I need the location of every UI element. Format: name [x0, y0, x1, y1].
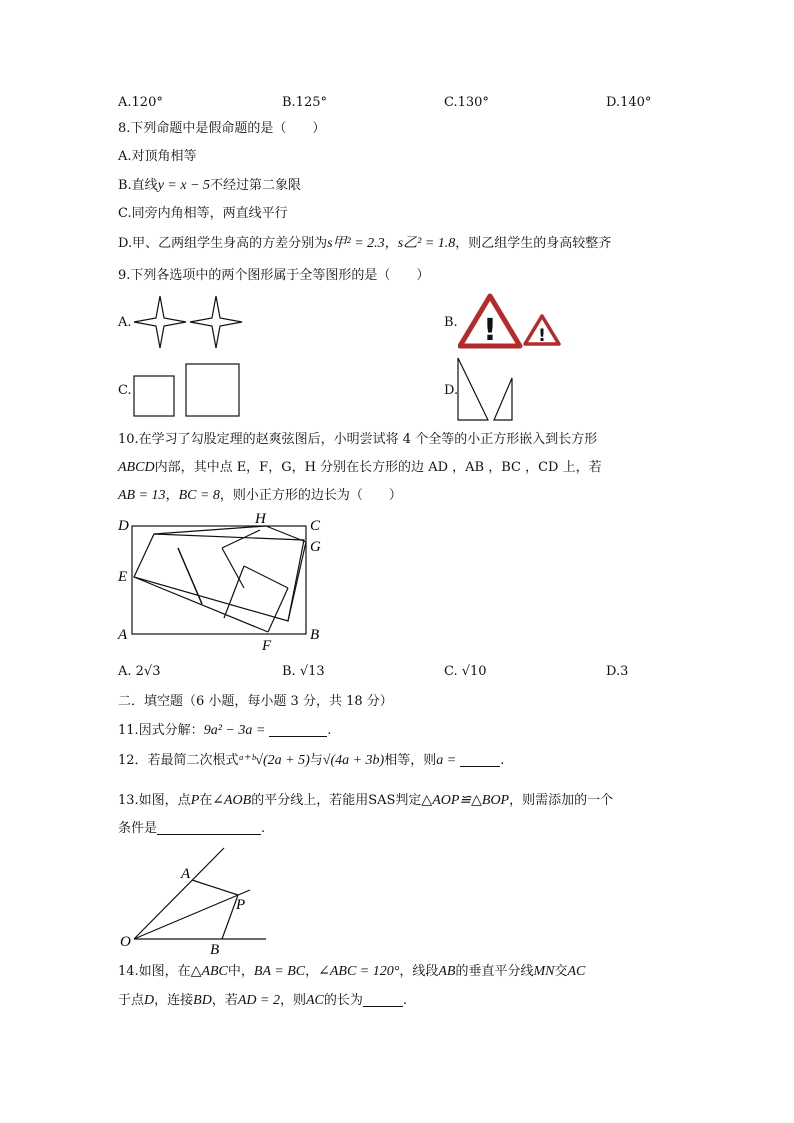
q9-label-d: D. — [444, 383, 459, 398]
q10-label-b: B — [310, 627, 320, 643]
q14-eq1: BA = BC — [253, 964, 306, 979]
q13-angle: ∠AOB — [212, 793, 252, 808]
q11-text: 11.因式分解： — [118, 723, 204, 738]
q13-end: . — [261, 821, 266, 836]
q10-line1: 10.在学习了勾股定理的赵爽弦图后，小明尝试将 4 个全等的小正方形嵌入到长方形 — [118, 432, 598, 447]
q10-label-g: G — [310, 539, 321, 555]
q12-radical1: ᵃ⁺ᵇ√(2a + 5) — [238, 753, 310, 768]
q10-line2 — [118, 459, 602, 477]
q12-text2: 相等，则 — [384, 753, 437, 768]
q9-label-c: C. — [118, 383, 132, 398]
q12-mid: 与 — [309, 753, 323, 768]
q8-option-b — [118, 177, 301, 195]
q14-line1 — [118, 963, 585, 981]
q9-stem: 9.下列各选项中的两个图形属于全等图形的是（ ） — [118, 268, 430, 283]
q7-option-b: B.125° — [282, 95, 327, 110]
q8-option-a: A.对顶角相等 — [118, 149, 197, 164]
q13-line2 — [118, 820, 265, 838]
q14-text: 14.如图，在 — [118, 964, 191, 979]
q7-option-d: D.140° — [606, 95, 652, 110]
q14-point-d: D — [144, 993, 155, 1008]
q13-label-o: O — [120, 934, 131, 950]
q10-ab: AB = 13 — [118, 488, 166, 503]
q14-text9: ，则 — [279, 993, 306, 1008]
section2-heading: 二．填空题（6 小题，每小题 3 分，共 18 分） — [118, 694, 393, 709]
q13-point-p: P — [190, 793, 200, 808]
q10-option-a: A. 2√3 — [118, 664, 161, 679]
q8-d-sep: ， — [384, 236, 398, 251]
q9-figure-a-stars — [130, 294, 250, 354]
q14-triangle: △ABC — [190, 964, 228, 979]
q14-ac2: AC — [305, 993, 324, 1008]
q10-label-d: D — [118, 518, 129, 534]
q10-label-e: E — [118, 569, 128, 585]
q8-option-c: C.同旁内角相等，两直线平行 — [118, 206, 288, 221]
q14-text6: 于点 — [118, 993, 145, 1008]
q14-line2 — [118, 992, 407, 1010]
q10-line3 — [118, 487, 402, 505]
q8-stem: 8.下列命题中是假命题的是（ ） — [118, 121, 326, 136]
q10-line3-text: ，则小正方形的边长为（ ） — [219, 488, 402, 503]
q8-option-d — [118, 235, 611, 253]
q10-label-a: A — [118, 627, 128, 643]
q14-text2: 中， — [227, 964, 254, 979]
q12-text: 12．若最简二次根式 — [118, 753, 239, 768]
q9-figure-b-warning-signs — [458, 292, 568, 352]
q14-text10: 的长为 — [323, 993, 363, 1008]
q11 — [118, 722, 331, 740]
q13-text3: 的平分线上，若能用SAS判定 — [251, 793, 422, 808]
q14-end: . — [402, 993, 408, 1008]
q10-option-d: D.3 — [606, 664, 629, 679]
q11-end: . — [327, 723, 332, 738]
q14-eq3: AD = 2 — [237, 993, 280, 1008]
q12 — [118, 752, 504, 770]
warning-mark-small: ! — [538, 326, 546, 346]
q10-label-h: H — [255, 511, 266, 527]
q14-text8: ，若 — [211, 993, 238, 1008]
q14-eq2: ∠ABC = 120° — [318, 964, 400, 979]
q14-ab: AB — [438, 964, 456, 979]
q10-line2-text: 内部，其中点 E，F，G，H 分别在长方形的边 AD ，AB ，BC ，CD 上，若 — [154, 460, 602, 475]
q13-line2-text: 条件是 — [118, 821, 158, 836]
q14-mn: MN — [533, 964, 555, 979]
q9-label-b: B. — [444, 315, 458, 330]
q10-rect-name: ABCD — [118, 460, 155, 475]
q9-label-a: A. — [118, 315, 132, 330]
q12-end: . — [500, 753, 505, 768]
q10-figure-rectangle — [112, 508, 332, 656]
q10-option-b: B. √13 — [282, 664, 325, 679]
q8-b-math: y = x − 5 — [157, 178, 211, 193]
q13-label-b: B — [210, 942, 220, 958]
q14-text5: 交 — [554, 964, 568, 979]
q8-b-text-end: 不经过第二象限 — [210, 178, 302, 193]
q8-b-text: B.直线 — [118, 178, 158, 193]
q8-d-math1: s甲² = 2.3 — [327, 236, 385, 251]
q10-option-c: C. √10 — [444, 664, 487, 679]
q13-text4: ，则需添加的一个 — [509, 793, 614, 808]
q7-option-c: C.130° — [444, 95, 489, 110]
q12-answer-blank[interactable] — [460, 752, 500, 767]
q9-figure-c-squares — [130, 360, 250, 420]
q13-answer-blank[interactable] — [157, 820, 261, 835]
q13-label-p: P — [236, 897, 246, 913]
q14-text3: ，线段 — [399, 964, 439, 979]
q10-label-f: F — [262, 638, 272, 654]
q14-text4: 的垂直平分线 — [455, 964, 534, 979]
q8-d-text: D.甲、乙两组学生身高的方差分别为 — [118, 236, 328, 251]
q7-option-a: A.120° — [118, 95, 163, 110]
q10-sep: ， — [165, 488, 179, 503]
q11-math: 9a² − 3a = — [203, 723, 266, 738]
q8-d-math2: s乙² = 1.8 — [397, 236, 456, 251]
q14-sep: ， — [305, 964, 319, 979]
q10-bc: BC = 8 — [178, 488, 220, 503]
q13-line1 — [118, 792, 613, 810]
q13-figure-angle — [114, 840, 274, 958]
q14-answer-blank[interactable] — [363, 992, 403, 1007]
q14-bd: BD — [193, 993, 212, 1008]
q13-label-a: A — [181, 866, 191, 882]
q13-congruence: △AOP≌△BOP — [421, 793, 510, 808]
q9-figure-d-triangles — [454, 354, 524, 424]
q13-text2: 在 — [199, 793, 213, 808]
q12-radical2: √(4a + 3b) — [322, 753, 385, 768]
q12-a: a = — [436, 753, 457, 768]
q13-text: 13.如图，点 — [118, 793, 191, 808]
warning-mark-large: ! — [483, 313, 497, 348]
q11-answer-blank[interactable] — [269, 722, 327, 737]
q14-ac: AC — [567, 964, 586, 979]
q8-d-text-end: ，则乙组学生的身高较整齐 — [455, 236, 612, 251]
q10-label-c: C — [310, 518, 321, 534]
q14-text7: ，连接 — [154, 993, 194, 1008]
